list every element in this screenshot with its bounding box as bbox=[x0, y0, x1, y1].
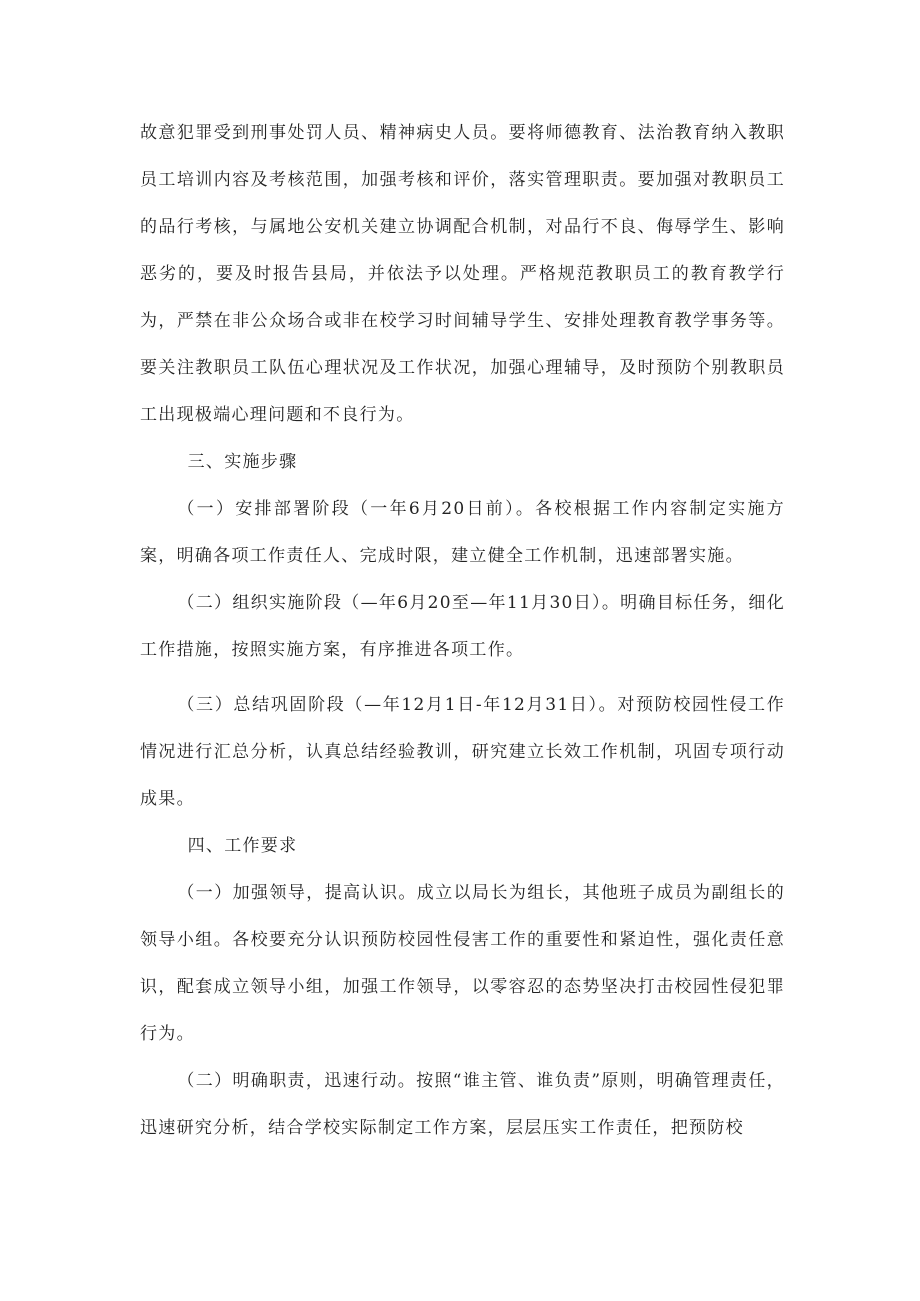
section-heading-implementation-steps: 三、实施步骤 bbox=[187, 452, 298, 472]
paragraph-requirement-1: （一）加强领导，提高认识。成立以局长为组长，其他班子成员为副组长的领导小组。各校要充分认识预防校园性侵害工作的重要性和紧迫性，强化责任意识，配套成立领导小组，加强工作领导，以零容忍的态势坚决打击校园性侵犯罪行为。 bbox=[140, 883, 785, 1044]
paragraph-step-3: （三）总结巩固阶段（—年12月1日-年12月31日）。对预防校园性侵工作情况进行汇总分析，认真总结经验教训，研究建立长效工作机制，巩固专项行动成果。 bbox=[140, 695, 785, 809]
section-heading-work-requirements: 四、工作要求 bbox=[187, 836, 298, 856]
paragraph-step-2: （二）组织实施阶段（—年6月20至—年11月30日）。明确目标任务，细化工作措施，按照实施方案，有序推进各项工作。 bbox=[140, 593, 785, 660]
paragraph-step-1: （一）安排部署阶段（一年6月20日前）。各校根据工作内容制定实施方案，明确各项工作责任人、完成时限，建立健全工作机制，迅速部署实施。 bbox=[140, 499, 785, 566]
paragraph-requirement-2: （二）明确职责，迅速行动。按照“谁主管、谁负责”原则，明确管理责任，迅速研究分析，结合学校实际制定工作方案，层层压实工作责任，把预防校 bbox=[140, 1071, 785, 1138]
paragraph-continuation: 故意犯罪受到刑事处罚人员、精神病史人员。要将师德教育、法治教育纳入教职员工培训内容及考核范围，加强考核和评价，落实管理职责。要加强对教职员工的品行考核，与属地公安机关建立协调配合机制，对品行不良、侮辱学生、影响恶劣的，要及时报告县局，并依法予以处理。严格规范教职员工的教育教学行为，严禁在非公众场合或非在校学习时间辅导学生、安排处理教育教学事务等。要关注教职员工队伍心理状况及工作状况，加强心理辅导，及时预防个别教职员工出现极端心理问题和不良行为。 bbox=[140, 123, 785, 425]
document-body bbox=[140, 110, 785, 1152]
